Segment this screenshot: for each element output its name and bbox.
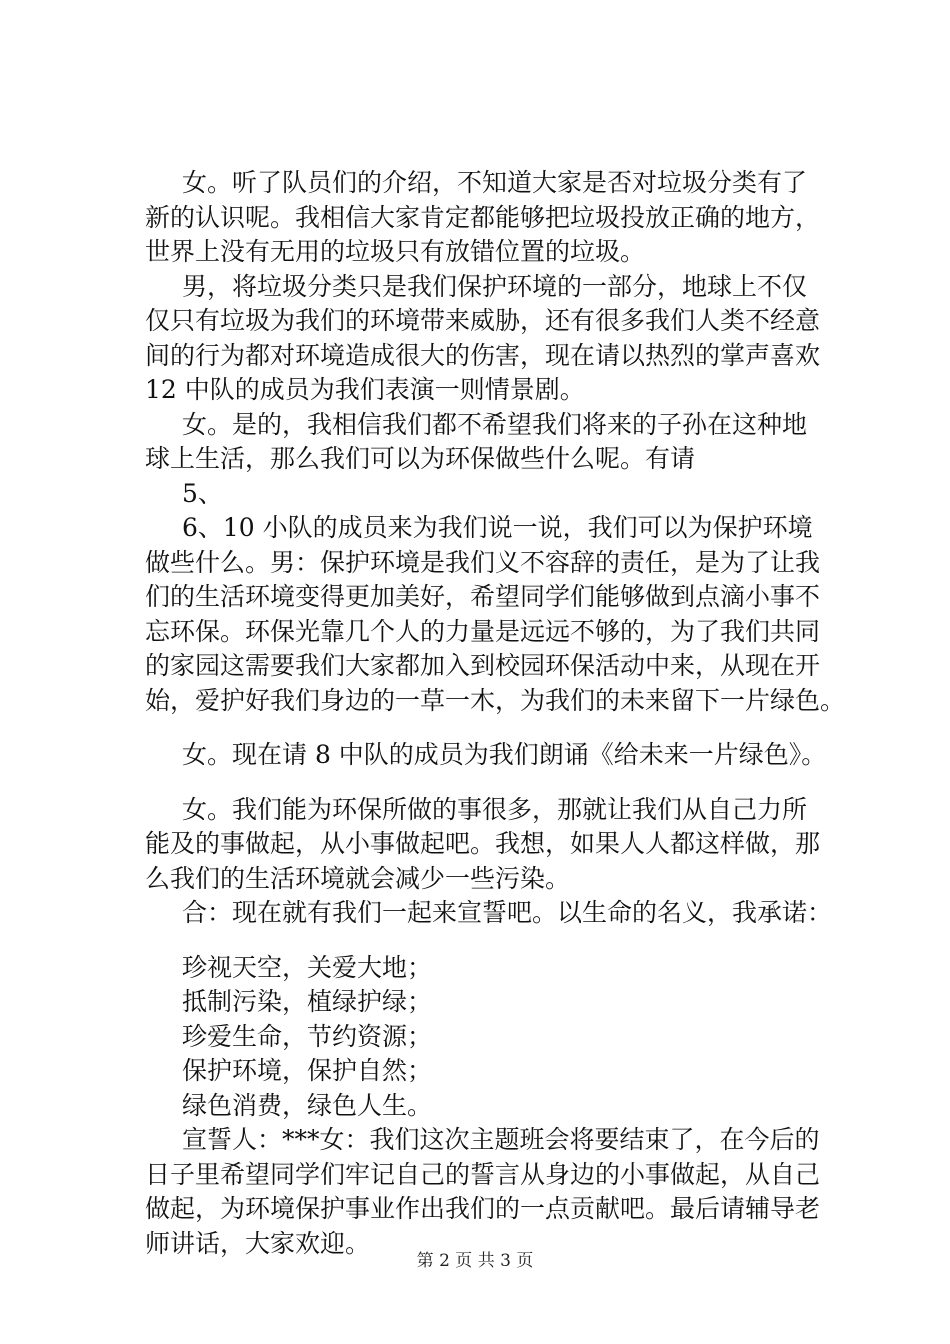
text-line: 球上生活，那么我们可以为环保做些什么呢。有请 bbox=[145, 444, 696, 473]
spacer bbox=[145, 931, 835, 951]
text-line: 师讲话，大家欢迎。 bbox=[145, 1228, 371, 1258]
paragraph-small-things bbox=[145, 793, 835, 897]
paragraph-recitation: 女。现在请 8 中队的成员为我们朗诵《给未来一片绿色》。 bbox=[182, 740, 827, 769]
paragraph-squad-6-10 bbox=[145, 511, 846, 718]
text-line: 日子里希望同学们牢记自己的誓言从身边的小事做起，从自己 bbox=[145, 1159, 821, 1189]
paragraph-closing bbox=[145, 1123, 835, 1261]
text-line: 12 中队的成员为我们表演一则情景剧。 bbox=[145, 375, 585, 404]
oath-line: 抵制污染，植绿护绿； bbox=[182, 987, 433, 1016]
paragraph-female-future bbox=[145, 408, 835, 477]
text-line: 男，将垃圾分类只是我们保护环境的一部分，地球上不仅 bbox=[182, 271, 808, 301]
text-line: 的家园这需要我们大家都加入到校园环保活动中来，从现在开 bbox=[145, 651, 821, 680]
text-line: 么我们的生活环境就会减少一些污染。 bbox=[145, 863, 571, 893]
text-line: 做起，为环境保护事业作出我们的一点贡献吧。最后请辅导老 bbox=[145, 1194, 821, 1223]
text-line: 间的行为都对环境造成很大的伤害，现在请以热烈的掌声喜欢 bbox=[145, 340, 821, 370]
text-line: 忘环保。环保光靠几个人的力量是远远不够的，为了我们共同 bbox=[145, 616, 821, 646]
oath-line: 珍爱生命，节约资源； bbox=[182, 1021, 433, 1051]
document-body bbox=[145, 166, 846, 1261]
spacer bbox=[145, 773, 835, 793]
text-line: 女。听了队员们的介绍，不知道大家是否对垃圾分类有了 bbox=[182, 168, 808, 197]
paragraph-intro-female bbox=[145, 166, 835, 270]
paragraph-male-sketch bbox=[145, 270, 835, 408]
oath-line: 保护环境，保护自然； bbox=[182, 1056, 433, 1085]
text-line: 宣誓人：***女：我们这次主题班会将要结束了，在今后的 bbox=[182, 1125, 820, 1154]
oath-line: 珍视天空，关爱大地； bbox=[182, 952, 433, 982]
oath-list bbox=[145, 951, 835, 1124]
text-line: 能及的事做起，从小事做起吧。我想，如果人人都这样做，那 bbox=[145, 829, 821, 858]
oath-line: 绿色消费，绿色人生。 bbox=[182, 1090, 433, 1120]
text-line: 始，爱护好我们身边的一草一木，为我们的未来留下一片绿色。 bbox=[145, 685, 846, 715]
text-line: 6、10 小队的成员来为我们说一说，我们可以为保护环境 bbox=[182, 513, 813, 542]
paragraph-oath-intro: 合：现在就有我们一起来宣誓吧。以生命的名义，我承诺： bbox=[182, 898, 833, 927]
spacer bbox=[145, 718, 835, 738]
item-number-5: 5、 bbox=[182, 478, 223, 508]
text-line: 们的生活环境变得更加美好，希望同学们能够做到点滴小事不 bbox=[145, 582, 821, 611]
text-line: 世界上没有无用的垃圾只有放错位置的垃圾。 bbox=[145, 237, 646, 266]
text-line: 女。我们能为环保所做的事很多，那就让我们从自己力所 bbox=[182, 794, 808, 824]
text-line: 仅只有垃圾为我们的环境带来威胁，还有很多我们人类不经意 bbox=[145, 306, 821, 335]
page-number-footer: 第 2 页 共 3 页 bbox=[416, 1251, 534, 1271]
text-line: 新的认识呢。我相信大家肯定都能够把垃圾投放正确的地方， bbox=[145, 202, 821, 232]
text-line: 女。是的，我相信我们都不希望我们将来的子孙在这种地 bbox=[182, 409, 808, 439]
text-line: 做些什么。男：保护环境是我们义不容辞的责任，是为了让我 bbox=[145, 547, 821, 577]
